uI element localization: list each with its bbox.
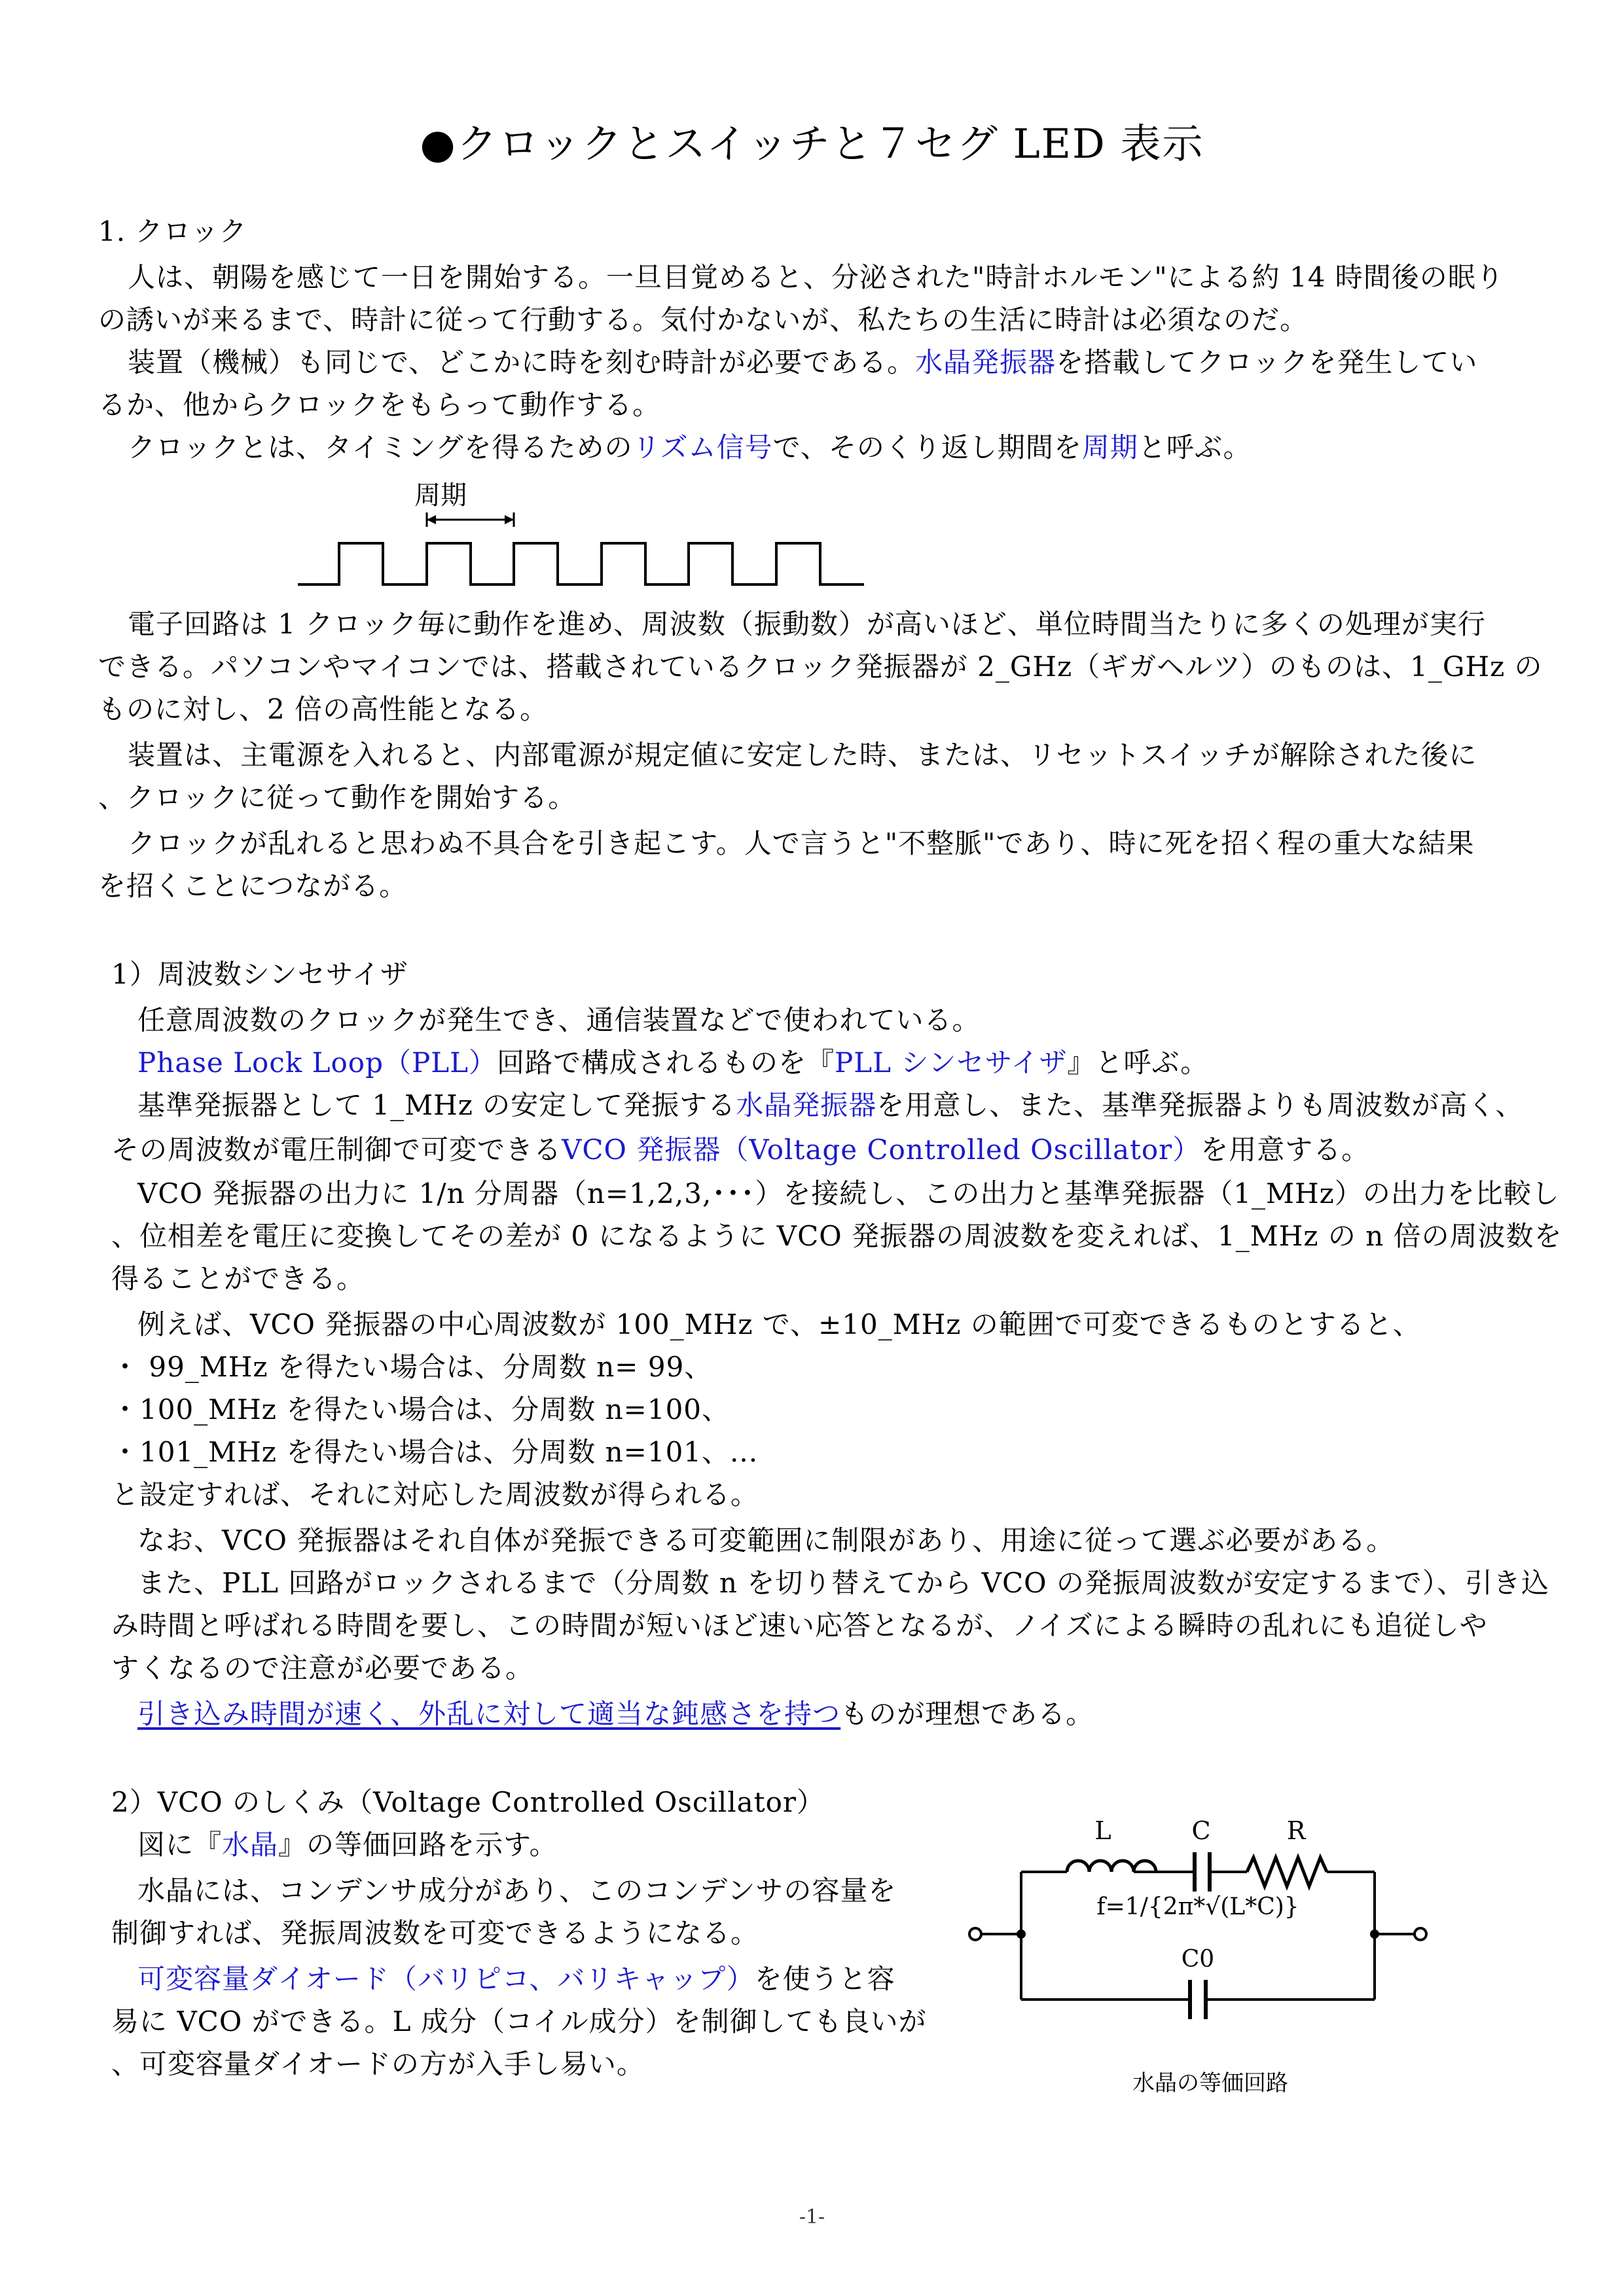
highlight-term: 水晶	[222, 1829, 279, 1861]
highlight-term: VCO 発振器（Voltage Controlled Oscillator）	[562, 1134, 1201, 1166]
list-item: ・101_MHz を得たい場合は、分周数 n=101、...	[111, 1436, 759, 1468]
list-item: ・100_MHz を得たい場合は、分周数 n=100、	[111, 1393, 731, 1426]
left-terminal	[969, 1928, 981, 1940]
circuit-caption: 水晶の等価回路	[1132, 2070, 1288, 2096]
label-C0: C0	[1181, 1946, 1215, 1973]
paragraph-line: できる。パソコンやマイコンでは、搭載されているクロック発振器が 2_GHz（ギガヘルツ）のものは、1_GHz の	[98, 651, 1543, 683]
inductor-symbol	[1067, 1861, 1156, 1872]
paragraph-line: 、クロックに従って動作を開始する。	[98, 781, 577, 814]
text-span: と呼ぶ。	[1138, 431, 1252, 463]
text-span: 』の等価回路を示す。	[278, 1829, 558, 1861]
paragraph-line: VCO 発振器の出力に 1/n 分周器（n=1,2,3,･･･）を接続し、この出力と基準発振器（1_MHz）の出力を比較し	[137, 1177, 1560, 1210]
text-span: を搭載してクロックを発生してい	[1056, 346, 1478, 378]
paragraph-line: 電子回路は 1 クロック毎に動作を進め、周波数（振動数）が高いほど、単位時間当たりに多くの処理が実行	[128, 608, 1486, 640]
paragraph-line: 制御すれば、発振周波数を可変できるようになる。	[111, 1917, 759, 1949]
label-C: C	[1191, 1816, 1211, 1845]
text-span: を用意する。	[1200, 1134, 1370, 1166]
underlined-link[interactable]: 引き込み時間が速く、外乱に対して適当な鈍感さを持つ	[137, 1698, 841, 1730]
section-heading-synthesizer: 1）周波数シンセサイザ	[111, 958, 408, 990]
page-title: ●クロックとスイッチと７セグ LED 表示	[420, 120, 1204, 168]
paragraph-line	[137, 1086, 1523, 1124]
paragraph-line	[111, 1131, 1369, 1169]
paragraph-line: 、位相差を電圧に変換してその差が 0 になるように VCO 発振器の周波数を変えれば、1_MHz の n 倍の周波数を	[111, 1220, 1562, 1252]
paragraph-line: 例えば、VCO 発振器の中心周波数が 100_MHz で、±10_MHz の範囲で可変できるものとすると、	[137, 1308, 1421, 1340]
period-arrow-head-left	[427, 515, 436, 524]
paragraph-line	[137, 1960, 895, 1998]
text-span: を使うと容	[754, 1963, 895, 1995]
label-R: R	[1286, 1816, 1306, 1845]
paragraph-line: 人は、朝陽を感じて一日を開始する。一旦目覚めると、分泌された"時計ホルモン"による約 14 時間後の眠り	[128, 261, 1504, 293]
list-item: ・ 99_MHz を得たい場合は、分周数 n= 99、	[111, 1351, 713, 1383]
text-span: で、そのくり返し期間を	[772, 431, 1082, 463]
text-span: 』と呼ぶ。	[1067, 1047, 1209, 1079]
square-wave	[298, 543, 864, 584]
paragraph-line: なお、VCO 発振器はそれ自体が発振できる可変範囲に制限があり、用途に従って選ぶ必要がある。	[137, 1524, 1395, 1556]
period-label: 周期	[414, 480, 467, 511]
paragraph-line: み時間と呼ばれる時間を要し、この時間が短いほど速い応答となるが、ノイズによる瞬時の乱れにも追従しや	[111, 1609, 1488, 1641]
paragraph-line	[137, 1044, 1208, 1082]
paragraph-line	[128, 344, 1477, 382]
section-heading-clock: 1. クロック	[98, 215, 247, 247]
label-L: L	[1094, 1816, 1111, 1845]
text-span: クロックとは、タイミングを得るための	[128, 431, 633, 463]
highlight-term: PLL シンセサイザ	[835, 1047, 1068, 1079]
paragraph-line: の誘いが来るまで、時計に従って行動する。気付かないが、私たちの生活に時計は必須なのだ。	[98, 304, 1308, 336]
paragraph-line: また、PLL 回路がロックされるまで（分周数 n を切り替えてから VCO の発振周波数が安定するまで）、引き込	[137, 1567, 1549, 1599]
paragraph-line: 水晶には、コンデンサ成分があり、このコンデンサの容量を	[137, 1874, 897, 1907]
paragraph-line: 、可変容量ダイオードの方が入手し易い。	[111, 2048, 645, 2080]
paragraph-line: 易に VCO ができる。L 成分（コイル成分）を制御しても良いが	[111, 2005, 927, 2037]
paragraph-line	[137, 1695, 1094, 1733]
paragraph-line: 装置は、主電源を入れると、内部電源が規定値に安定した時、または、リセットスイッチが解除された後に	[128, 739, 1477, 771]
highlight-term: 水晶発振器	[915, 346, 1056, 378]
resonance-formula: f=1/{2π*√(L*C)}	[1096, 1893, 1299, 1920]
highlight-term: リズム信号	[632, 431, 773, 463]
paragraph-line: 任意周波数のクロックが発生でき、通信装置などで使われている。	[137, 1004, 981, 1036]
crystal-equivalent-circuit	[962, 1806, 1460, 2022]
text-span: 基準発振器として 1_MHz の安定して発振する	[137, 1089, 736, 1121]
highlight-term: 水晶発振器	[736, 1089, 877, 1121]
paragraph-line: ものに対し、2 倍の高性能となる。	[98, 693, 549, 725]
paragraph-line: クロックが乱れると思わぬ不具合を引き起こす。人で言うと"不整脈"であり、時に死を招く程の重大な結果	[128, 827, 1475, 859]
clock-waveform-diagram	[288, 475, 877, 592]
paragraph-line: 得ることができる。	[111, 1263, 365, 1295]
paragraph-line	[128, 429, 1252, 467]
paragraph-line	[137, 1826, 558, 1864]
text-span: 図に『	[137, 1829, 223, 1861]
text-span: を用意し、また、基準発振器よりも周波数が高く、	[876, 1089, 1524, 1121]
right-terminal	[1415, 1928, 1426, 1940]
text-span: ものが理想である。	[840, 1698, 1094, 1730]
highlight-term: 周期	[1081, 431, 1138, 463]
highlight-term: 可変容量ダイオード（バリピコ、バリキャップ）	[137, 1963, 755, 1995]
page-number: -1-	[799, 2206, 825, 2229]
text-span: 装置（機械）も同じで、どこかに時を刻む時計が必要である。	[128, 346, 916, 378]
highlight-term: Phase Lock Loop（PLL）	[137, 1047, 497, 1079]
period-arrow-head-right	[505, 515, 514, 524]
paragraph-line: と設定すれば、それに対応した周波数が得られる。	[111, 1479, 759, 1511]
text-span: その周波数が電圧制御で可変できる	[111, 1134, 562, 1166]
paragraph-line: を招くことにつながる。	[98, 870, 408, 902]
paragraph-line: るか、他からクロックをもらって動作する。	[98, 389, 661, 421]
resistor-symbol	[1247, 1857, 1327, 1886]
paragraph-line: すくなるので注意が必要である。	[111, 1652, 534, 1684]
section-heading-vco: 2）VCO のしくみ（Voltage Controlled Oscillator）	[111, 1786, 825, 1818]
text-span: 回路で構成されるものを『	[497, 1047, 835, 1079]
